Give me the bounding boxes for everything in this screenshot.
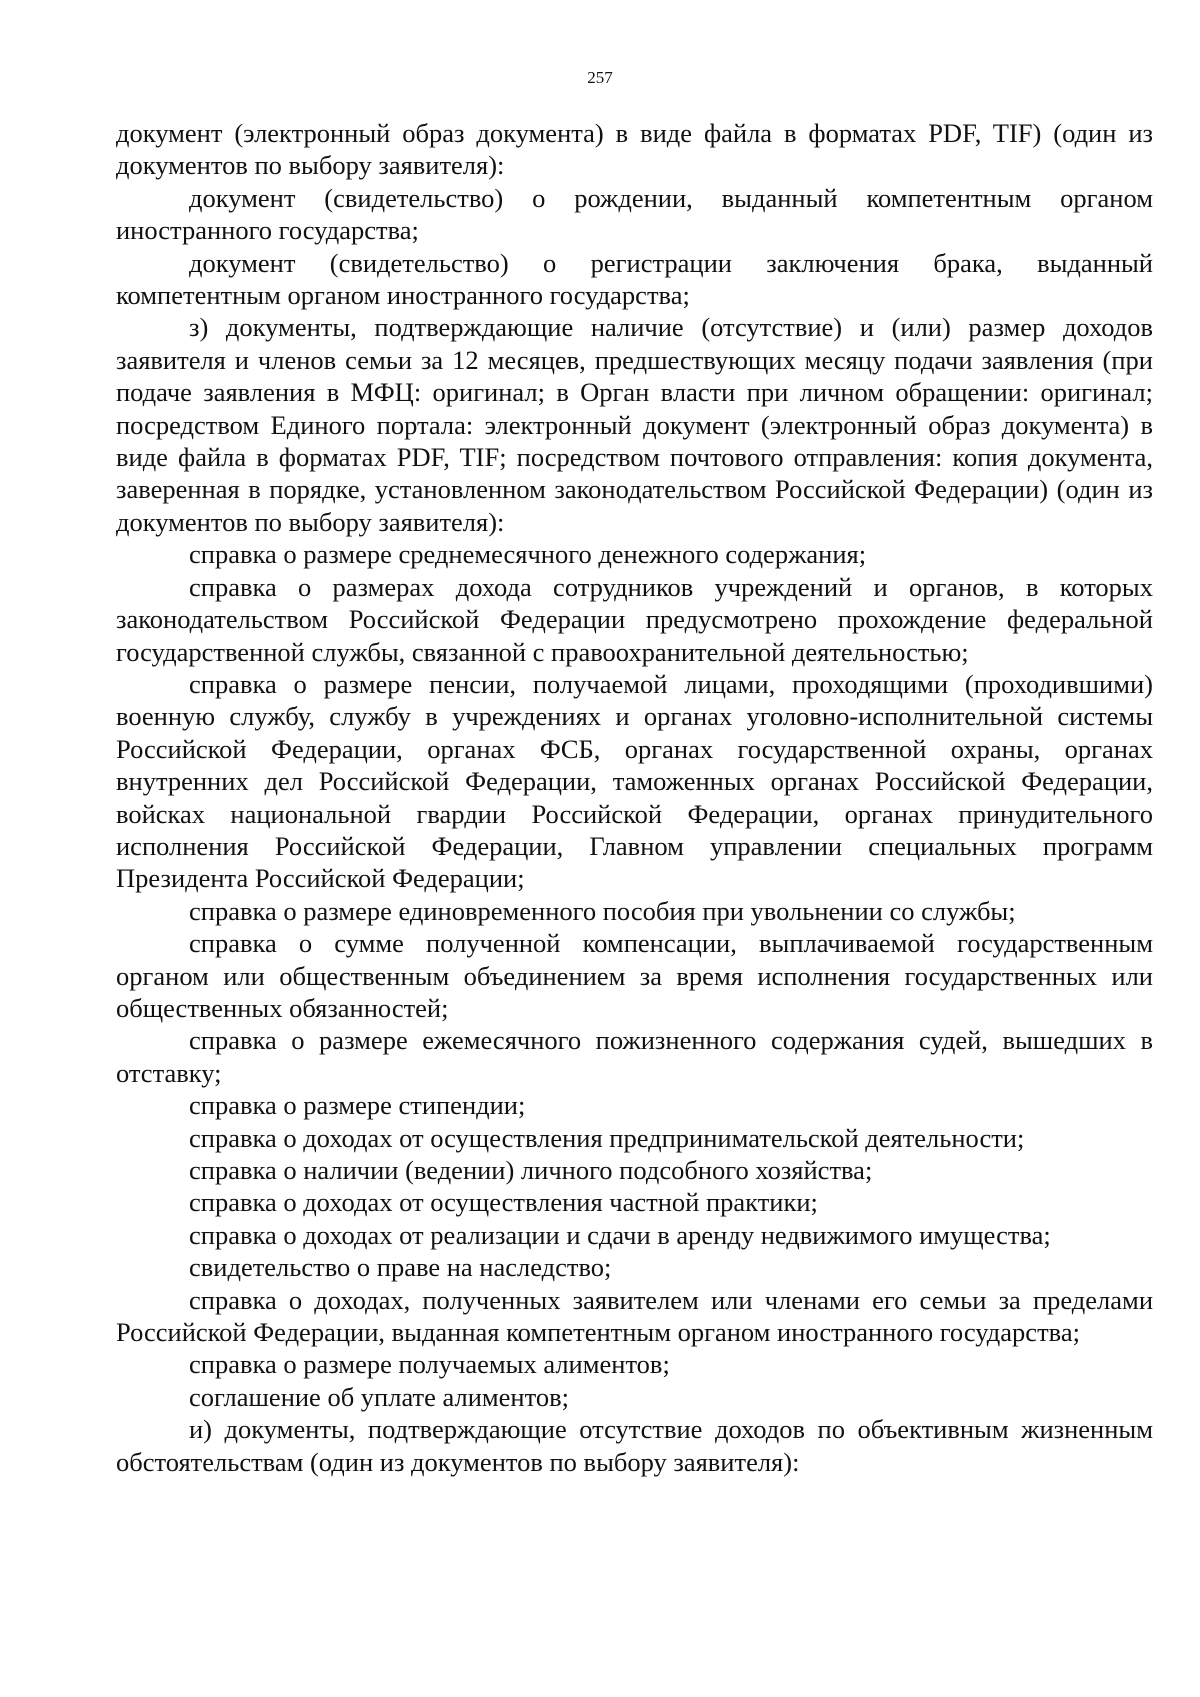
paragraph: справка о размере стипендии; — [189, 1090, 526, 1121]
paragraph: справка о сумме полученной компенсации, выплачиваемой государственным органом или общественным объединением за время исполнения государственных или общественных обязанностей; — [116, 928, 1153, 1023]
paragraph: документ (электронный образ документа) в виде файла в форматах PDF, TIF) (один из документов по выбору заявителя): — [116, 118, 1153, 181]
paragraph: документ (свидетельство) о регистрации заключения брака, выданный компетентным органом иностранного государства; — [116, 247, 1153, 311]
paragraph: з) документы, подтверждающие наличие (отсутствие) и (или) размер доходов заявителя и членов семьи за 12 месяцев, предшествующих месяцу подачи заявления (при подаче заявления в МФЦ: оригинал; в Орган власти при личном обращении: оригинал; посредством Единого портала: электронный документ (электронный образ документа) в виде файла в форматах PDF, TIF; посредством почтового отправления: копия документа, заверенная в порядке, установленном законодательством Российской Федерации) (один из документов по выбору заявителя): — [116, 312, 1153, 537]
paragraph: справка о наличии (ведении) личного подсобного хозяйства; — [189, 1155, 873, 1185]
paragraph: справка о доходах от реализации и сдачи в аренду недвижимого имущества; — [189, 1219, 1051, 1250]
paragraph: справка о размере пенсии, получаемой лицами, проходящими (проходившими) военную службу, службу в учреждениях и органах уголовно-исполнительной системы Российской Федерации, органах ФСБ, органах государственной охраны, органах внутренних дел Российской Федерации, таможенных органах Российской Федерации, войсках национальной гвардии Российской Федерации, органах принудительного исполнения Российской Федерации, Главном управлении специальных программ Президента Российской Федерации; — [116, 668, 1153, 894]
paragraph: справка о размерах дохода сотрудников учреждений и органов, в которых законодательством Российской Федерации предусмотрено прохождение федеральной государственной службы, связанной с правоохранительной деятельностью; — [116, 571, 1153, 667]
paragraph: документ (свидетельство) о рождении, выданный компетентным органом иностранного государства; — [116, 182, 1153, 246]
paragraph: соглашение об уплате алиментов; — [189, 1381, 569, 1412]
document-body — [116, 117, 1153, 1478]
paragraph: свидетельство о праве на наследство; — [189, 1252, 612, 1283]
paragraph: справка о размере получаемых алиментов; — [189, 1349, 670, 1380]
paragraph: справка о доходах от осуществления частной практики; — [189, 1187, 818, 1218]
paragraph: и) документы, подтверждающие отсутствие доходов по объективным жизненным обстоятельствам (один из документов по выбору заявителя): — [116, 1414, 1153, 1477]
paragraph: справка о доходах от осуществления предпринимательской деятельности; — [189, 1122, 1025, 1153]
paragraph: справка о размере единовременного пособия при увольнении со службы; — [189, 895, 1016, 926]
paragraph: справка о доходах, полученных заявителем или членами его семьи за пределами Российской Федерации, выданная компетентным органом иностранного государства; — [116, 1284, 1153, 1348]
page-number: 257 — [587, 68, 613, 87]
paragraph: справка о размере среднемесячного денежного содержания; — [189, 539, 867, 570]
paragraph: справка о размере ежемесячного пожизненного содержания судей, вышедших в отставку; — [116, 1025, 1153, 1088]
